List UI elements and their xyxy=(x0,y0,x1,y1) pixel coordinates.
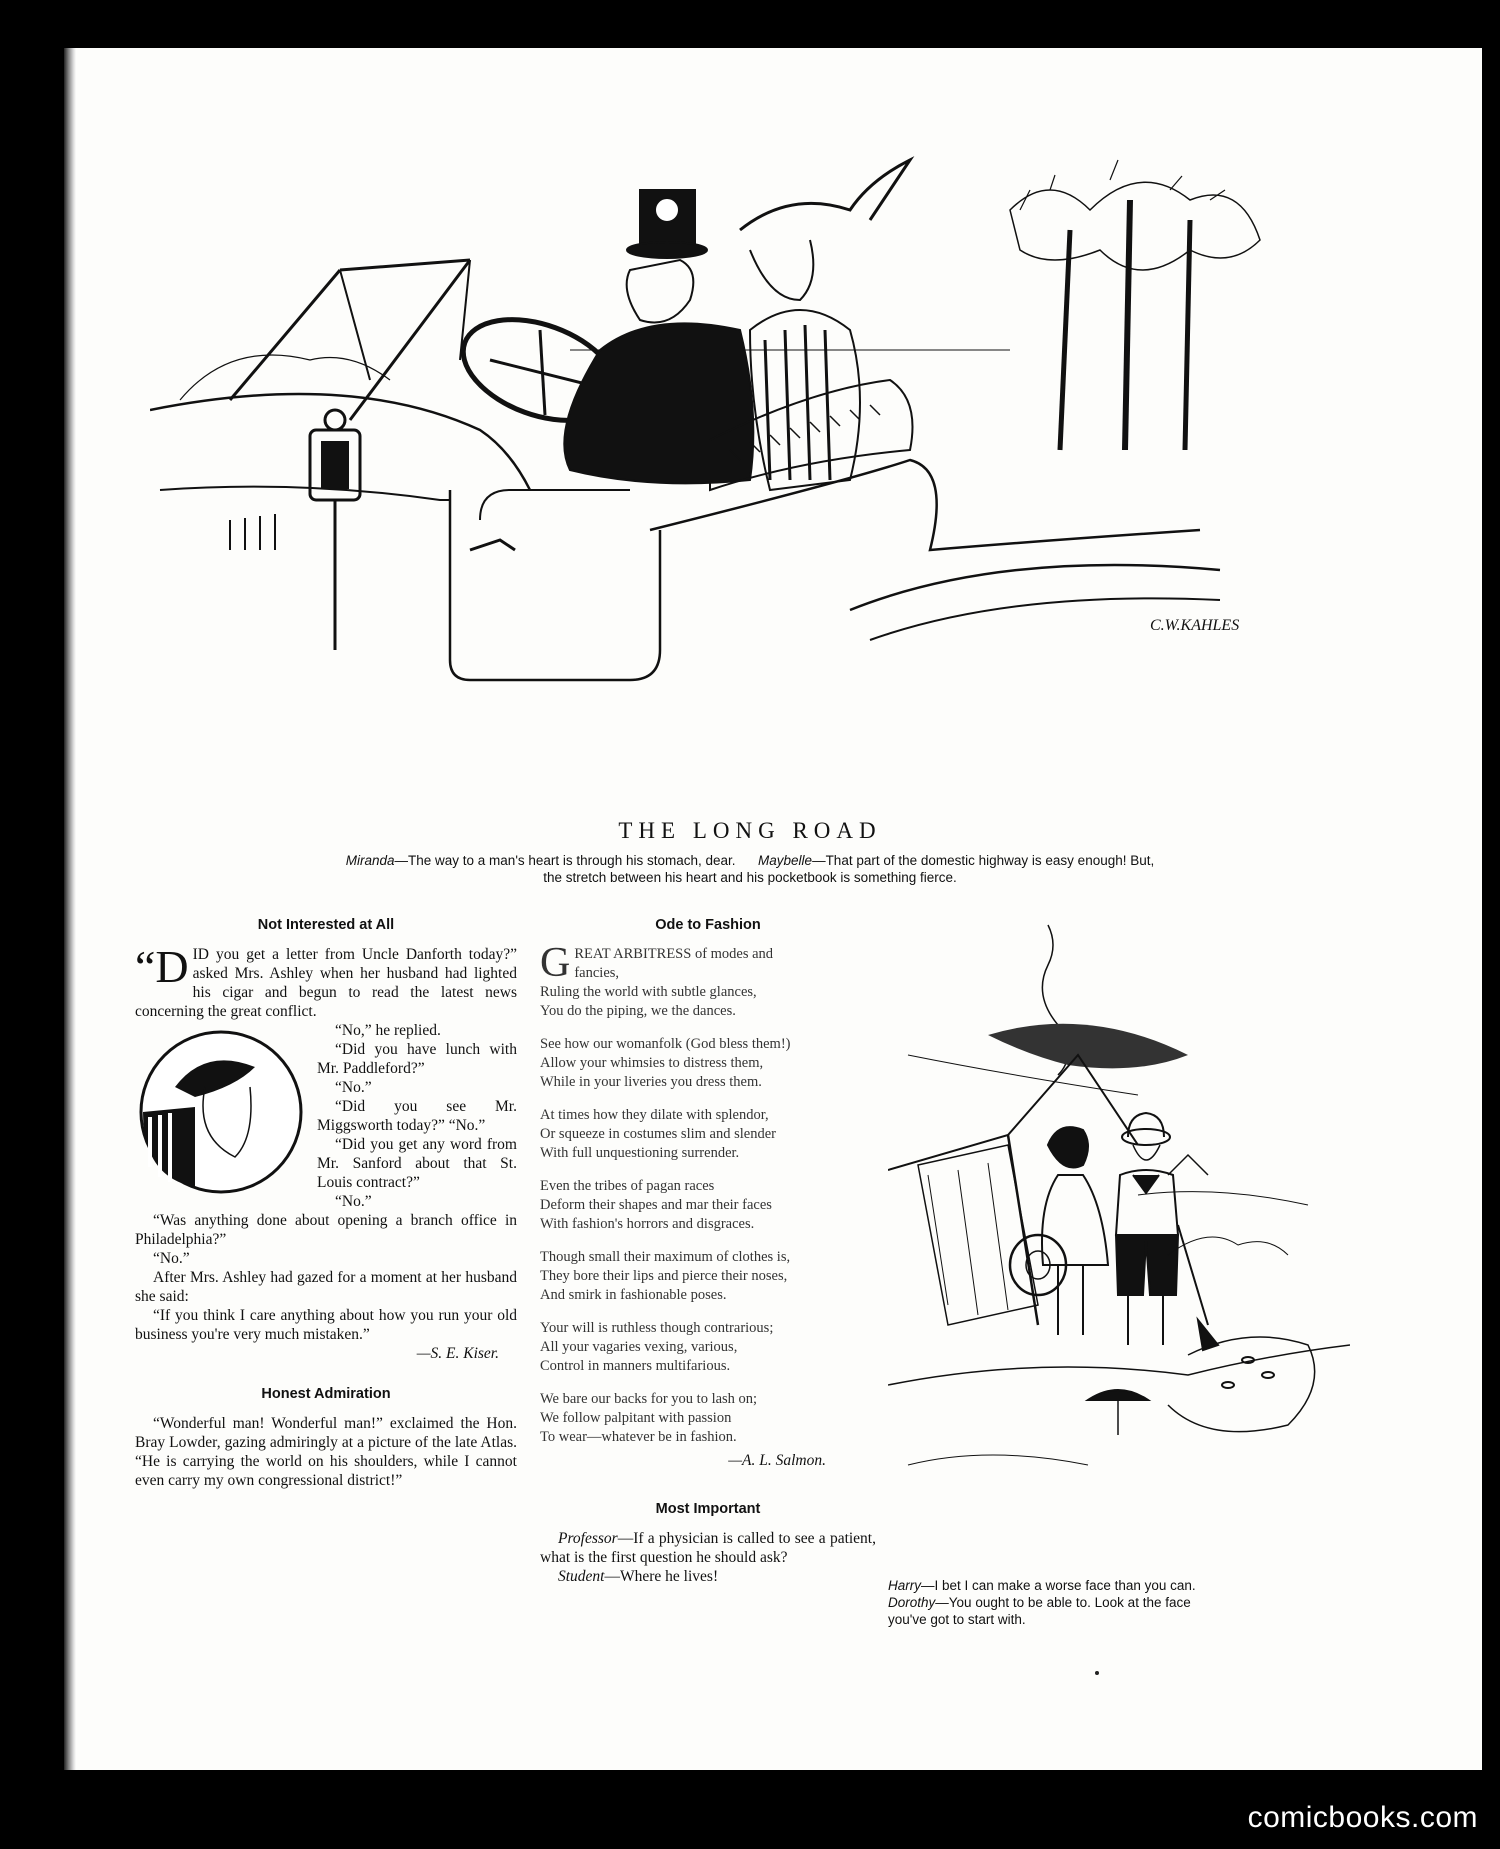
harry-line: —I bet I can make a worse face than you can. xyxy=(921,1578,1196,1593)
dorothy-line-cont: you've got to start with. xyxy=(888,1612,1026,1627)
paragraph-1: “No,” he replied. xyxy=(335,1022,441,1039)
poem-line: And smirk in fashionable poses. xyxy=(540,1287,727,1303)
poem-line: With full unquestioning surrender. xyxy=(540,1145,740,1161)
poem-stanza-6 xyxy=(540,1319,876,1376)
page-spine xyxy=(64,48,76,1770)
student-line: —Where he lives! xyxy=(604,1568,719,1585)
poem-line: See how our womanfolk (God bless them!) xyxy=(540,1036,791,1052)
poem-stanza-2 xyxy=(540,1035,876,1092)
professor-line: —If a physician is called to see a patient, what is the first question he should ask? xyxy=(540,1530,876,1566)
car-cartoon-illustration xyxy=(150,150,1350,800)
poem-line: We follow palpitant with passion xyxy=(540,1410,732,1426)
article-heading-not-interested: Not Interested at All xyxy=(257,917,395,933)
student-answer xyxy=(540,1567,876,1586)
article-honest-admiration: “Wonderful man! Wonderful man!” exclaimed the Hon. Bray Lowder, gazing admiringly at a picture of the late Atlas. “He is carrying the world on his shoulders, while I cannot even carry my own congressional district!” xyxy=(135,1415,517,1489)
speaker-professor: Professor xyxy=(558,1530,618,1547)
speaker-miranda: Miranda xyxy=(345,853,395,868)
speaker-harry: Harry xyxy=(888,1578,921,1593)
side-cartoon-caption xyxy=(888,1577,1350,1628)
dorothy-line: —You ought to be able to. Look at the face xyxy=(935,1595,1191,1610)
column-right xyxy=(888,905,1350,1628)
top-caption xyxy=(160,818,1340,886)
poem-stanza-7 xyxy=(540,1390,876,1447)
author-salmon: —A. L. Salmon. xyxy=(728,1452,826,1469)
paragraph-9: After Mrs. Ashley had gazed for a moment at her husband she said: xyxy=(135,1269,517,1305)
article-heading-honest-admiration: Honest Admiration xyxy=(261,1386,391,1402)
article-not-interested xyxy=(135,941,517,1363)
cartoon-dialogue xyxy=(160,852,1340,886)
cartoon-title: THE LONG ROAD xyxy=(618,818,882,843)
poem-line: Though small their maximum of clothes is, xyxy=(540,1249,791,1265)
poem-line: Allow your whimsies to distress them, xyxy=(540,1055,764,1071)
poem-line: Control in manners multifarious. xyxy=(540,1358,731,1374)
poem-line: At times how they dilate with splendor, xyxy=(540,1107,769,1123)
professor-question xyxy=(540,1529,876,1567)
poem-line: You do the piping, we the dances. xyxy=(540,1003,736,1019)
paragraph-10: “If you think I care anything about how you run your old business you're very much mistaken.” xyxy=(135,1307,517,1343)
speaker-student: Student xyxy=(558,1568,605,1585)
portrait-illustration xyxy=(135,1027,307,1197)
poem-line: Your will is ruthless though contrarious; xyxy=(540,1320,774,1336)
speaker-dorothy: Dorothy xyxy=(888,1595,936,1610)
opening-text: ID you get a letter from Uncle Danforth today?” asked Mrs. Ashley when her husband had lighted his cigar and begun to read the latest news concerning the great conflict. xyxy=(135,946,517,1020)
page-mark xyxy=(1095,1671,1099,1675)
drop-cap: “D xyxy=(135,941,189,992)
poem-line: All your vagaries vexing, various, xyxy=(540,1339,738,1355)
artist-signature: C.W.KAHLES xyxy=(1150,617,1240,634)
column-left xyxy=(135,916,517,1490)
paragraph-3: “No.” xyxy=(335,1079,372,1096)
maybelle-line: —That part of the domestic highway is easy enough! But, xyxy=(812,853,1155,868)
author-kiser: —S. E. Kiser. xyxy=(416,1345,499,1362)
article-heading-most-important: Most Important xyxy=(655,1501,761,1517)
paragraph-6: “No.” xyxy=(335,1193,372,1210)
paragraph-8: “No.” xyxy=(153,1250,190,1267)
paragraph-7: “Was anything done about opening a branch office in Philadelphia?” xyxy=(135,1212,517,1248)
poem-line: REAT ARBITRESS of modes and xyxy=(574,946,774,962)
beach-children-cartoon xyxy=(888,905,1350,1575)
poem-stanza-4 xyxy=(540,1177,876,1234)
site-watermark: comicbooks.com xyxy=(1247,1801,1478,1834)
poem-heading: Ode to Fashion xyxy=(655,917,761,933)
poem-line: fancies, xyxy=(574,965,620,981)
poem-line: They bore their lips and pierce their noses, xyxy=(540,1268,788,1284)
paragraph-5: “Did you get any word from Mr. Sanford about that St. Louis contract?” xyxy=(317,1136,517,1191)
poem-stanza-5 xyxy=(540,1248,876,1305)
poem-line: With fashion's horrors and disgraces. xyxy=(540,1216,755,1232)
paragraph-2: “Did you have lunch with Mr. Paddleford?” xyxy=(317,1041,517,1077)
maybelle-line-cont: the stretch between his heart and his pocketbook is something fierce. xyxy=(543,870,957,885)
poem-line: Even the tribes of pagan races xyxy=(540,1178,715,1194)
poem-line: We bare our backs for you to lash on; xyxy=(540,1391,758,1407)
poem-drop-cap: G xyxy=(540,940,571,986)
poem-line: Or squeeze in costumes slim and slender xyxy=(540,1126,776,1142)
poem-line: Ruling the world with subtle glances, xyxy=(540,984,757,1000)
woman-portrait-icon xyxy=(135,1027,307,1197)
miranda-line: —The way to a man's heart is through his stomach, dear. xyxy=(394,853,736,868)
poem-stanza-3 xyxy=(540,1106,876,1163)
paragraph-4: “Did you see Mr. Miggsworth today?” “No.” xyxy=(317,1098,517,1134)
article-opening xyxy=(135,941,517,1021)
poem-line: To wear—whatever be in fashion. xyxy=(540,1429,737,1445)
column-middle xyxy=(540,916,876,1586)
poem-stanza-1 xyxy=(540,940,876,1021)
speaker-maybelle: Maybelle xyxy=(758,853,813,868)
poem-line: While in your liveries you dress them. xyxy=(540,1074,762,1090)
poem-line: Deform their shapes and mar their faces xyxy=(540,1197,772,1213)
